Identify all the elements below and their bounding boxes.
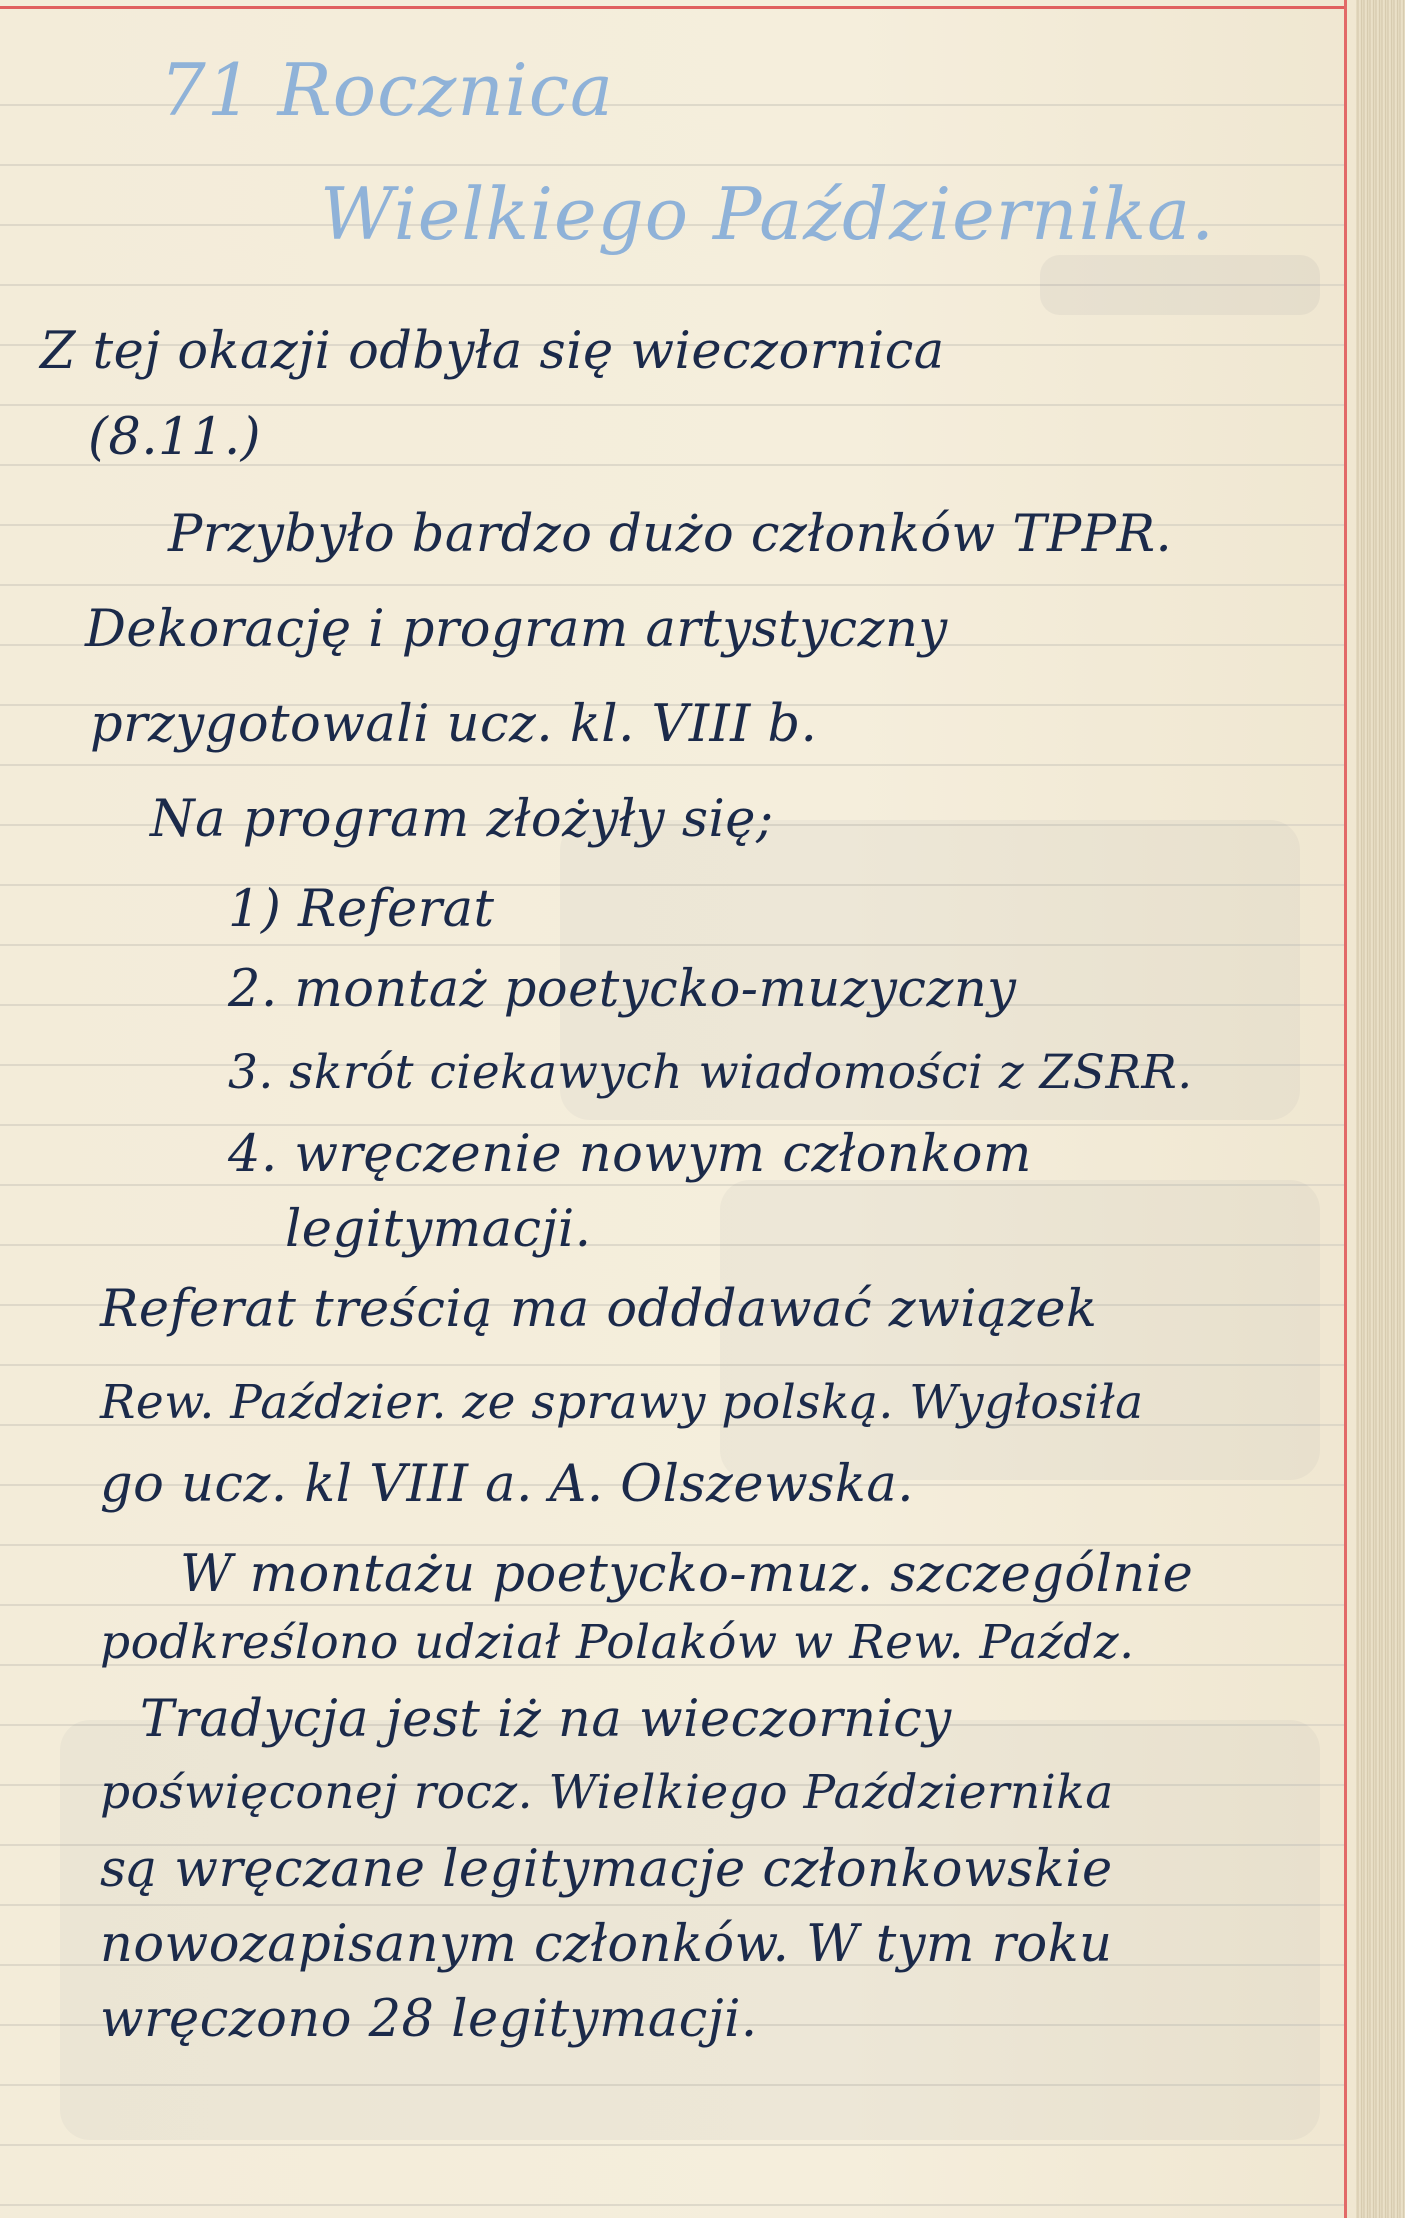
text-line: podkreślono udział Polaków w Rew. Paźdz. [100,1615,1135,1670]
text-line: go ucz. kl VIII a. A. Olszewska. [100,1455,914,1514]
show-through-smudge [1040,255,1320,315]
title-line-2: Wielkiego Października. [320,172,1215,256]
text-line: Tradycja jest iż na wieczornicy [140,1690,952,1749]
text-line: nowozapisanym członków. W tym roku [100,1915,1113,1974]
page-stack-edge [1356,0,1405,2218]
text-line: (8.11.) [88,408,262,467]
text-line: Rew. Paździer. ze sprawy polską. Wygłosiła [100,1375,1144,1430]
text-line: 1) Referat [228,880,495,939]
text-line: są wręczane legitymacje członkowskie [100,1840,1113,1899]
text-line: 2. montaż poetycko-muzyczny [228,960,1017,1019]
text-line: Z tej okazji odbyła się wieczornica [40,322,945,381]
text-line: poświęconej rocz. Wielkiego Października [100,1765,1114,1820]
text-line: Na program złożyły się; [150,790,774,849]
text-line: W montażu poetycko-muz. szczególnie [180,1545,1194,1604]
text-line: przygotowali ucz. kl. VIII b. [90,695,818,754]
margin-red-rule [1344,0,1347,2218]
text-line: Przybyło bardzo dużo członków TPPR. [168,505,1173,564]
text-line: 3. skrót ciekawych wiadomości z ZSRR. [228,1045,1193,1100]
text-line: 4. wręczenie nowym członkom [228,1125,1032,1184]
top-red-rule [0,6,1345,9]
text-line: Dekorację i program artystyczny [85,600,948,659]
title-line-1: 71 Rocznica [160,48,614,132]
text-line: legitymacji. [285,1200,592,1259]
text-line: wręczono 28 legitymacji. [100,1990,758,2049]
text-line: Referat treścią ma odddawać związek [100,1280,1098,1339]
